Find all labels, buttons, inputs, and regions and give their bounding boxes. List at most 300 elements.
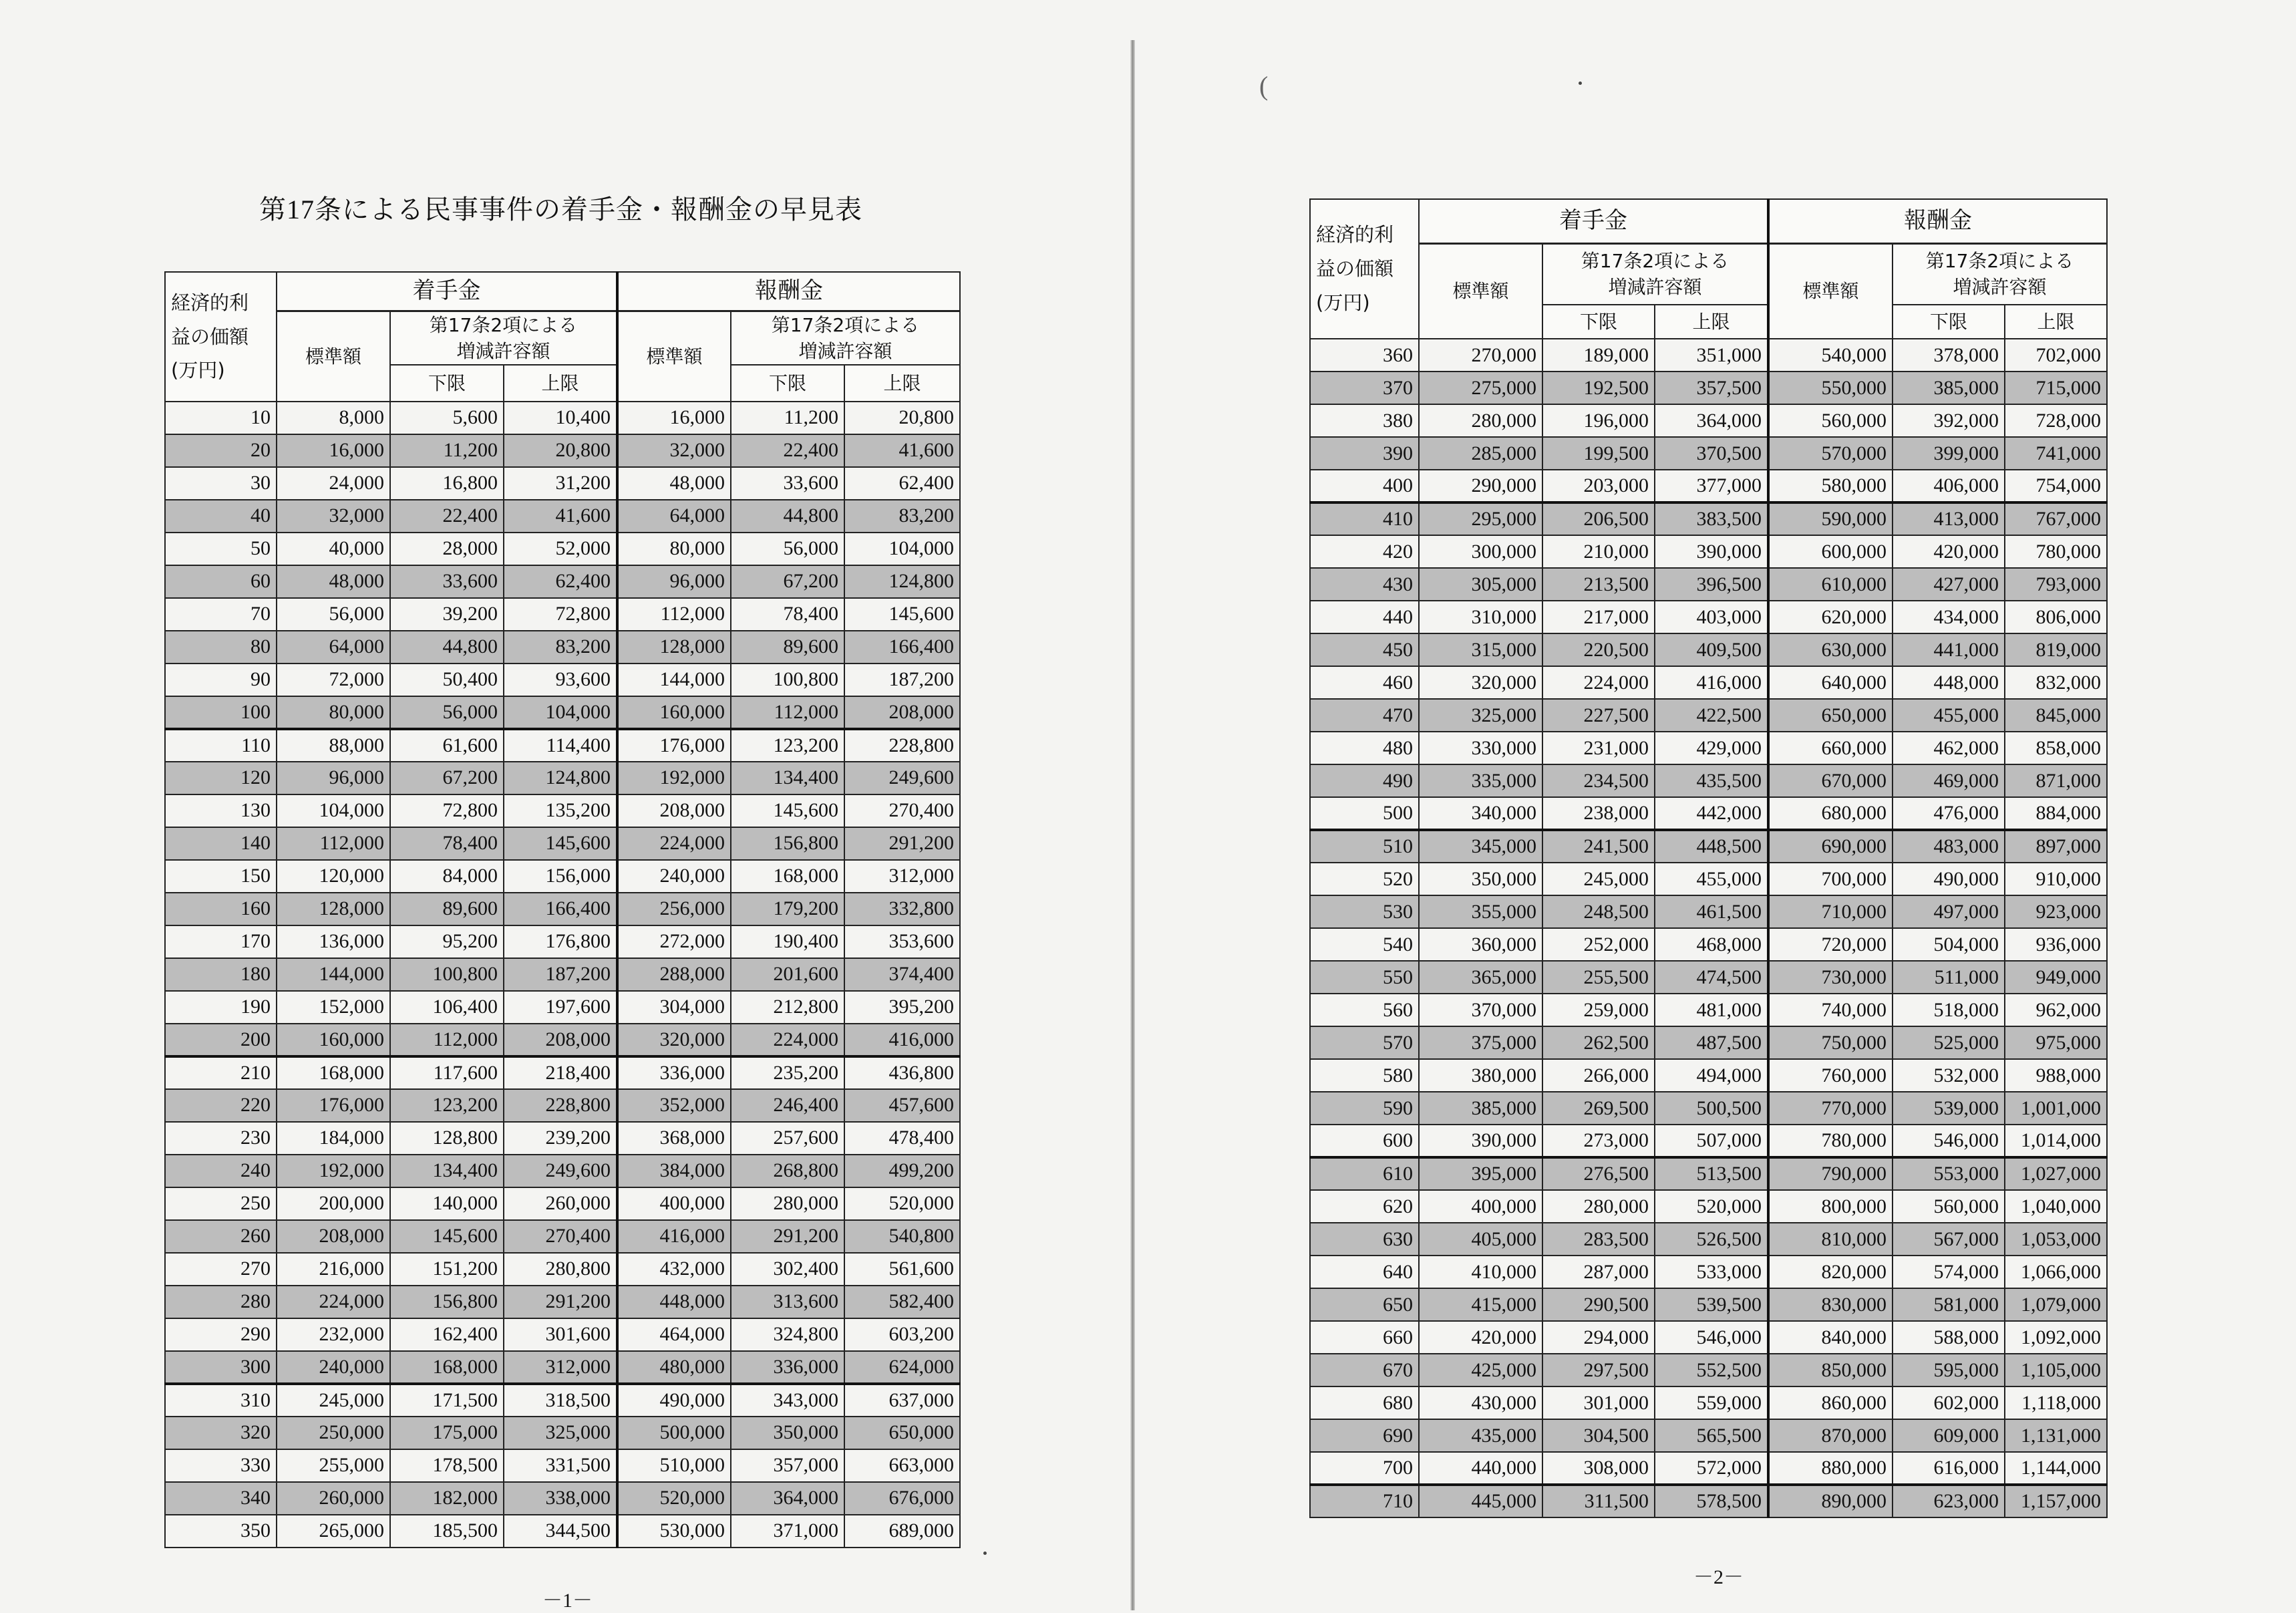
cell-chakushu-lower: 217,000 xyxy=(1542,601,1655,633)
table-row xyxy=(165,729,960,762)
cell-chakushu-standard: 16,000 xyxy=(277,434,390,467)
cell-houshu-upper: 936,000 xyxy=(2005,928,2107,961)
cell-chakushu-lower: 106,400 xyxy=(390,991,504,1024)
cell-chakushu-standard: 435,000 xyxy=(1419,1419,1542,1452)
cell-chakushu-upper: 565,500 xyxy=(1655,1419,1768,1452)
cell-economic-value: 350 xyxy=(165,1515,277,1548)
cell-houshu-upper: 436,800 xyxy=(844,1056,960,1089)
cell-houshu-standard: 112,000 xyxy=(617,598,731,631)
cell-houshu-upper: 478,400 xyxy=(844,1122,960,1155)
cell-chakushu-standard: 24,000 xyxy=(277,467,390,500)
cell-chakushu-standard: 260,000 xyxy=(277,1482,390,1515)
cell-chakushu-lower: 89,600 xyxy=(390,893,504,925)
cell-houshu-upper: 754,000 xyxy=(2005,470,2107,502)
cell-chakushu-standard: 32,000 xyxy=(277,500,390,533)
header-houshu-lower: 下限 xyxy=(1893,305,2005,339)
cell-houshu-upper: 897,000 xyxy=(2005,830,2107,863)
cell-chakushu-lower: 224,000 xyxy=(1542,666,1655,699)
cell-houshu-upper: 728,000 xyxy=(2005,404,2107,437)
cell-chakushu-standard: 345,000 xyxy=(1419,830,1542,863)
cell-economic-value: 290 xyxy=(165,1318,277,1351)
cell-chakushu-standard: 240,000 xyxy=(277,1351,390,1384)
cell-houshu-lower: 302,400 xyxy=(731,1253,844,1286)
cell-economic-value: 90 xyxy=(165,664,277,696)
cell-chakushu-standard: 320,000 xyxy=(1419,666,1542,699)
cell-houshu-standard: 256,000 xyxy=(617,893,731,925)
cell-chakushu-lower: 203,000 xyxy=(1542,470,1655,502)
cell-chakushu-standard: 232,000 xyxy=(277,1318,390,1351)
cell-houshu-upper: 962,000 xyxy=(2005,994,2107,1026)
cell-houshu-upper: 145,600 xyxy=(844,598,960,631)
table-row xyxy=(1310,1125,2107,1157)
cell-economic-value: 200 xyxy=(165,1024,277,1056)
cell-chakushu-upper: 396,500 xyxy=(1655,568,1768,601)
cell-economic-value: 680 xyxy=(1310,1386,1419,1419)
cell-economic-value: 500 xyxy=(1310,797,1419,830)
cell-chakushu-upper: 166,400 xyxy=(504,893,617,925)
cell-houshu-lower: 56,000 xyxy=(731,533,844,565)
cell-economic-value: 560 xyxy=(1310,994,1419,1026)
cell-chakushu-upper: 513,500 xyxy=(1655,1157,1768,1190)
cell-chakushu-standard: 280,000 xyxy=(1419,404,1542,437)
cell-economic-value: 250 xyxy=(165,1187,277,1220)
cell-chakushu-standard: 445,000 xyxy=(1419,1485,1542,1517)
cell-economic-value: 340 xyxy=(165,1482,277,1515)
cell-chakushu-standard: 400,000 xyxy=(1419,1190,1542,1223)
table-row xyxy=(165,1187,960,1220)
cell-houshu-lower: 100,800 xyxy=(731,664,844,696)
cell-chakushu-lower: 16,800 xyxy=(390,467,504,500)
cell-chakushu-lower: 145,600 xyxy=(390,1220,504,1253)
cell-houshu-upper: 871,000 xyxy=(2005,764,2107,797)
table-row xyxy=(165,1384,960,1417)
cell-chakushu-standard: 96,000 xyxy=(277,762,390,794)
scan-dot xyxy=(983,1552,987,1555)
cell-houshu-lower: 324,800 xyxy=(731,1318,844,1351)
cell-houshu-standard: 610,000 xyxy=(1768,568,1893,601)
cell-economic-value: 710 xyxy=(1310,1485,1419,1517)
cell-chakushu-lower: 128,800 xyxy=(390,1122,504,1155)
cell-economic-value: 330 xyxy=(165,1449,277,1482)
cell-chakushu-upper: 52,000 xyxy=(504,533,617,565)
table-row xyxy=(165,1482,960,1515)
cell-houshu-standard: 288,000 xyxy=(617,958,731,991)
cell-chakushu-standard: 176,000 xyxy=(277,1089,390,1122)
cell-chakushu-standard: 152,000 xyxy=(277,991,390,1024)
cell-houshu-upper: 83,200 xyxy=(844,500,960,533)
table-row xyxy=(1310,437,2107,470)
cell-houshu-upper: 1,144,000 xyxy=(2005,1452,2107,1485)
page-title: 第17条による民事事件の着手金・報酬金の早見表 xyxy=(259,194,862,225)
cell-economic-value: 260 xyxy=(165,1220,277,1253)
cell-houshu-lower: 413,000 xyxy=(1893,502,2005,535)
cell-chakushu-upper: 312,000 xyxy=(504,1351,617,1384)
cell-chakushu-lower: 196,000 xyxy=(1542,404,1655,437)
cell-economic-value: 60 xyxy=(165,565,277,598)
cell-chakushu-upper: 325,000 xyxy=(504,1417,617,1449)
cell-houshu-standard: 160,000 xyxy=(617,696,731,729)
cell-chakushu-upper: 208,000 xyxy=(504,1024,617,1056)
cell-houshu-lower: 179,200 xyxy=(731,893,844,925)
header-chakushu-upper: 上限 xyxy=(504,365,617,402)
cell-economic-value: 490 xyxy=(1310,764,1419,797)
cell-economic-value: 610 xyxy=(1310,1157,1419,1190)
cell-houshu-standard: 550,000 xyxy=(1768,372,1893,404)
cell-economic-value: 530 xyxy=(1310,895,1419,928)
cell-houshu-upper: 663,000 xyxy=(844,1449,960,1482)
cell-chakushu-standard: 375,000 xyxy=(1419,1026,1542,1059)
cell-economic-value: 670 xyxy=(1310,1354,1419,1386)
cell-houshu-standard: 368,000 xyxy=(617,1122,731,1155)
cell-economic-value: 390 xyxy=(1310,437,1419,470)
table-row xyxy=(1310,764,2107,797)
cell-houshu-standard: 830,000 xyxy=(1768,1288,1893,1321)
cell-houshu-standard: 500,000 xyxy=(617,1417,731,1449)
cell-houshu-lower: 145,600 xyxy=(731,794,844,827)
cell-chakushu-upper: 559,000 xyxy=(1655,1386,1768,1419)
table-row xyxy=(165,794,960,827)
cell-chakushu-lower: 162,400 xyxy=(390,1318,504,1351)
cell-houshu-upper: 1,053,000 xyxy=(2005,1223,2107,1256)
header-economic-value xyxy=(165,272,277,402)
cell-chakushu-upper: 318,500 xyxy=(504,1384,617,1417)
cell-economic-value: 480 xyxy=(1310,732,1419,764)
cell-houshu-lower: 511,000 xyxy=(1893,961,2005,994)
cell-chakushu-lower: 61,600 xyxy=(390,729,504,762)
cell-houshu-upper: 561,600 xyxy=(844,1253,960,1286)
cell-chakushu-lower: 189,000 xyxy=(1542,339,1655,372)
table-row xyxy=(1310,1026,2107,1059)
cell-chakushu-upper: 357,500 xyxy=(1655,372,1768,404)
cell-chakushu-standard: 56,000 xyxy=(277,598,390,631)
cell-chakushu-upper: 270,400 xyxy=(504,1220,617,1253)
cell-chakushu-upper: 364,000 xyxy=(1655,404,1768,437)
cell-houshu-lower: 134,400 xyxy=(731,762,844,794)
cell-houshu-lower: 420,000 xyxy=(1893,535,2005,568)
cell-chakushu-upper: 260,000 xyxy=(504,1187,617,1220)
cell-chakushu-lower: 252,000 xyxy=(1542,928,1655,961)
table-row xyxy=(165,664,960,696)
table-row xyxy=(165,1024,960,1056)
header-houshu-upper: 上限 xyxy=(2005,305,2107,339)
table-row xyxy=(1310,1059,2107,1092)
cell-chakushu-lower: 117,600 xyxy=(390,1056,504,1089)
table-row xyxy=(1310,1190,2107,1223)
header-houshu-standard: 標準額 xyxy=(1768,243,1893,339)
cell-economic-value: 660 xyxy=(1310,1321,1419,1354)
cell-chakushu-upper: 62,400 xyxy=(504,565,617,598)
cell-chakushu-standard: 300,000 xyxy=(1419,535,1542,568)
cell-chakushu-upper: 135,200 xyxy=(504,794,617,827)
cell-economic-value: 270 xyxy=(165,1253,277,1286)
cell-chakushu-upper: 474,500 xyxy=(1655,961,1768,994)
cell-chakushu-standard: 270,000 xyxy=(1419,339,1542,372)
cell-houshu-standard: 384,000 xyxy=(617,1155,731,1187)
cell-houshu-standard: 530,000 xyxy=(617,1515,731,1548)
cell-chakushu-upper: 377,000 xyxy=(1655,470,1768,502)
cell-houshu-lower: 553,000 xyxy=(1893,1157,2005,1190)
cell-houshu-standard: 710,000 xyxy=(1768,895,1893,928)
cell-economic-value: 50 xyxy=(165,533,277,565)
table-row xyxy=(1310,372,2107,404)
cell-economic-value: 160 xyxy=(165,893,277,925)
cell-chakushu-standard: 335,000 xyxy=(1419,764,1542,797)
cell-chakushu-upper: 533,000 xyxy=(1655,1256,1768,1288)
cell-chakushu-lower: 72,800 xyxy=(390,794,504,827)
table-row xyxy=(1310,895,2107,928)
cell-houshu-upper: 1,014,000 xyxy=(2005,1125,2107,1157)
cell-houshu-lower: 504,000 xyxy=(1893,928,2005,961)
cell-economic-value: 580 xyxy=(1310,1059,1419,1092)
header-houshu-range xyxy=(1893,243,2107,305)
cell-houshu-lower: 112,000 xyxy=(731,696,844,729)
table-row xyxy=(165,1351,960,1384)
cell-houshu-standard: 570,000 xyxy=(1768,437,1893,470)
cell-economic-value: 510 xyxy=(1310,830,1419,863)
cell-houshu-lower: 280,000 xyxy=(731,1187,844,1220)
cell-economic-value: 280 xyxy=(165,1286,277,1318)
cell-chakushu-lower: 308,000 xyxy=(1542,1452,1655,1485)
cell-houshu-lower: 371,000 xyxy=(731,1515,844,1548)
cell-chakushu-upper: 409,500 xyxy=(1655,633,1768,666)
cell-houshu-lower: 546,000 xyxy=(1893,1125,2005,1157)
header-range-line1: 第17条2項による xyxy=(429,313,578,336)
table-row xyxy=(165,434,960,467)
cell-economic-value: 520 xyxy=(1310,863,1419,895)
cell-economic-value: 440 xyxy=(1310,601,1419,633)
cell-chakushu-standard: 80,000 xyxy=(277,696,390,729)
cell-chakushu-lower: 28,000 xyxy=(390,533,504,565)
cell-chakushu-standard: 128,000 xyxy=(277,893,390,925)
cell-economic-value: 570 xyxy=(1310,1026,1419,1059)
cell-houshu-lower: 22,400 xyxy=(731,434,844,467)
cell-chakushu-lower: 168,000 xyxy=(390,1351,504,1384)
cell-chakushu-lower: 199,500 xyxy=(1542,437,1655,470)
cell-houshu-upper: 374,400 xyxy=(844,958,960,991)
table-row xyxy=(165,598,960,631)
cell-houshu-standard: 820,000 xyxy=(1768,1256,1893,1288)
cell-economic-value: 700 xyxy=(1310,1452,1419,1485)
table-row xyxy=(165,991,960,1024)
cell-chakushu-lower: 134,400 xyxy=(390,1155,504,1187)
cell-chakushu-lower: 273,000 xyxy=(1542,1125,1655,1157)
cell-chakushu-upper: 390,000 xyxy=(1655,535,1768,568)
cell-chakushu-upper: 552,500 xyxy=(1655,1354,1768,1386)
table-row xyxy=(165,1089,960,1122)
header-chakushu-range xyxy=(1542,243,1768,305)
cell-chakushu-standard: 104,000 xyxy=(277,794,390,827)
cell-chakushu-lower: 238,000 xyxy=(1542,797,1655,830)
cell-houshu-lower: 11,200 xyxy=(731,402,844,434)
cell-houshu-standard: 840,000 xyxy=(1768,1321,1893,1354)
header-range-line2: 増減許容額 xyxy=(1608,276,1702,299)
cell-houshu-upper: 1,079,000 xyxy=(2005,1288,2107,1321)
cell-chakushu-lower: 5,600 xyxy=(390,402,504,434)
table-row xyxy=(1310,1256,2107,1288)
cell-chakushu-upper: 72,800 xyxy=(504,598,617,631)
header-key-line3: (万円) xyxy=(1316,291,1370,314)
table-row xyxy=(1310,1485,2107,1517)
cell-economic-value: 110 xyxy=(165,729,277,762)
cell-economic-value: 370 xyxy=(1310,372,1419,404)
cell-houshu-standard: 192,000 xyxy=(617,762,731,794)
cell-houshu-standard: 740,000 xyxy=(1768,994,1893,1026)
cell-houshu-standard: 320,000 xyxy=(617,1024,731,1056)
cell-houshu-lower: 89,600 xyxy=(731,631,844,664)
cell-chakushu-upper: 442,000 xyxy=(1655,797,1768,830)
cell-houshu-upper: 741,000 xyxy=(2005,437,2107,470)
cell-chakushu-upper: 20,800 xyxy=(504,434,617,467)
header-houshu: 報酬金 xyxy=(1768,199,2107,243)
cell-houshu-lower: 567,000 xyxy=(1893,1223,2005,1256)
cell-chakushu-lower: 95,200 xyxy=(390,925,504,958)
cell-chakushu-upper: 422,500 xyxy=(1655,699,1768,732)
cell-houshu-lower: 268,800 xyxy=(731,1155,844,1187)
cell-houshu-upper: 715,000 xyxy=(2005,372,2107,404)
cell-chakushu-standard: 224,000 xyxy=(277,1286,390,1318)
cell-economic-value: 220 xyxy=(165,1089,277,1122)
cell-chakushu-lower: 231,000 xyxy=(1542,732,1655,764)
cell-chakushu-standard: 365,000 xyxy=(1419,961,1542,994)
table-row xyxy=(165,500,960,533)
cell-economic-value: 620 xyxy=(1310,1190,1419,1223)
cell-houshu-standard: 690,000 xyxy=(1768,830,1893,863)
cell-houshu-upper: 650,000 xyxy=(844,1417,960,1449)
cell-chakushu-standard: 72,000 xyxy=(277,664,390,696)
cell-economic-value: 690 xyxy=(1310,1419,1419,1452)
cell-houshu-lower: 257,600 xyxy=(731,1122,844,1155)
cell-houshu-standard: 600,000 xyxy=(1768,535,1893,568)
cell-chakushu-lower: 206,500 xyxy=(1542,502,1655,535)
cell-houshu-lower: 574,000 xyxy=(1893,1256,2005,1288)
cell-chakushu-standard: 120,000 xyxy=(277,860,390,893)
cell-chakushu-standard: 112,000 xyxy=(277,827,390,860)
cell-houshu-upper: 312,000 xyxy=(844,860,960,893)
cell-houshu-standard: 48,000 xyxy=(617,467,731,500)
header-houshu-lower: 下限 xyxy=(731,365,844,402)
cell-economic-value: 210 xyxy=(165,1056,277,1089)
table-row xyxy=(165,1449,960,1482)
table-row xyxy=(165,696,960,729)
table-row xyxy=(165,1286,960,1318)
cell-chakushu-lower: 269,500 xyxy=(1542,1092,1655,1125)
cell-chakushu-lower: 11,200 xyxy=(390,434,504,467)
cell-chakushu-upper: 114,400 xyxy=(504,729,617,762)
cell-houshu-upper: 819,000 xyxy=(2005,633,2107,666)
cell-chakushu-lower: 182,000 xyxy=(390,1482,504,1515)
cell-chakushu-standard: 310,000 xyxy=(1419,601,1542,633)
cell-chakushu-lower: 255,500 xyxy=(1542,961,1655,994)
cell-houshu-lower: 623,000 xyxy=(1893,1485,2005,1517)
cell-houshu-standard: 630,000 xyxy=(1768,633,1893,666)
cell-houshu-lower: 476,000 xyxy=(1893,797,2005,830)
cell-houshu-lower: 595,000 xyxy=(1893,1354,2005,1386)
cell-chakushu-upper: 41,600 xyxy=(504,500,617,533)
cell-chakushu-upper: 176,800 xyxy=(504,925,617,958)
cell-houshu-standard: 128,000 xyxy=(617,631,731,664)
cell-chakushu-upper: 228,800 xyxy=(504,1089,617,1122)
cell-houshu-standard: 272,000 xyxy=(617,925,731,958)
cell-chakushu-lower: 39,200 xyxy=(390,598,504,631)
cell-chakushu-lower: 156,800 xyxy=(390,1286,504,1318)
cell-houshu-lower: 532,000 xyxy=(1893,1059,2005,1092)
cell-chakushu-upper: 494,000 xyxy=(1655,1059,1768,1092)
cell-houshu-upper: 676,000 xyxy=(844,1482,960,1515)
cell-chakushu-upper: 435,500 xyxy=(1655,764,1768,797)
cell-houshu-standard: 352,000 xyxy=(617,1089,731,1122)
cell-houshu-upper: 689,000 xyxy=(844,1515,960,1548)
cell-chakushu-lower: 241,500 xyxy=(1542,830,1655,863)
cell-economic-value: 540 xyxy=(1310,928,1419,961)
cell-houshu-upper: 104,000 xyxy=(844,533,960,565)
cell-houshu-lower: 364,000 xyxy=(731,1482,844,1515)
cell-economic-value: 120 xyxy=(165,762,277,794)
table-row xyxy=(165,925,960,958)
cell-chakushu-lower: 304,500 xyxy=(1542,1419,1655,1452)
cell-chakushu-standard: 265,000 xyxy=(277,1515,390,1548)
cell-chakushu-upper: 301,600 xyxy=(504,1318,617,1351)
header-chakushu-standard: 標準額 xyxy=(277,311,390,402)
cell-houshu-standard: 510,000 xyxy=(617,1449,731,1482)
table-row xyxy=(1310,568,2107,601)
cell-chakushu-standard: 425,000 xyxy=(1419,1354,1542,1386)
cell-chakushu-standard: 340,000 xyxy=(1419,797,1542,830)
table-row xyxy=(165,467,960,500)
cell-chakushu-standard: 144,000 xyxy=(277,958,390,991)
cell-houshu-standard: 780,000 xyxy=(1768,1125,1893,1157)
header-range-line2: 増減許容額 xyxy=(1953,276,2047,299)
cell-chakushu-upper: 546,000 xyxy=(1655,1321,1768,1354)
scan-dot xyxy=(1579,82,1582,85)
cell-chakushu-standard: 350,000 xyxy=(1419,863,1542,895)
table-row xyxy=(1310,863,2107,895)
cell-economic-value: 400 xyxy=(1310,470,1419,502)
cell-chakushu-upper: 218,400 xyxy=(504,1056,617,1089)
cell-houshu-standard: 224,000 xyxy=(617,827,731,860)
cell-houshu-upper: 1,118,000 xyxy=(2005,1386,2107,1419)
cell-houshu-lower: 448,000 xyxy=(1893,666,2005,699)
table-row xyxy=(1310,1321,2107,1354)
cell-houshu-lower: 190,400 xyxy=(731,925,844,958)
table-row xyxy=(165,533,960,565)
cell-chakushu-standard: 8,000 xyxy=(277,402,390,434)
header-range-line2: 増減許容額 xyxy=(456,339,550,362)
cell-houshu-lower: 67,200 xyxy=(731,565,844,598)
cell-chakushu-standard: 385,000 xyxy=(1419,1092,1542,1125)
cell-economic-value: 550 xyxy=(1310,961,1419,994)
cell-houshu-standard: 750,000 xyxy=(1768,1026,1893,1059)
cell-chakushu-standard: 325,000 xyxy=(1419,699,1542,732)
cell-chakushu-standard: 410,000 xyxy=(1419,1256,1542,1288)
cell-houshu-lower: 123,200 xyxy=(731,729,844,762)
cell-chakushu-upper: 280,800 xyxy=(504,1253,617,1286)
cell-chakushu-standard: 192,000 xyxy=(277,1155,390,1187)
cell-chakushu-lower: 171,500 xyxy=(390,1384,504,1417)
cell-houshu-standard: 870,000 xyxy=(1768,1419,1893,1452)
header-range-line1: 第17条2項による xyxy=(1925,250,2074,273)
header-key-line1: 経済的利 xyxy=(171,291,249,314)
cell-chakushu-standard: 430,000 xyxy=(1419,1386,1542,1419)
cell-houshu-upper: 1,001,000 xyxy=(2005,1092,2107,1125)
cell-chakushu-standard: 48,000 xyxy=(277,565,390,598)
cell-chakushu-upper: 145,600 xyxy=(504,827,617,860)
cell-chakushu-lower: 210,000 xyxy=(1542,535,1655,568)
header-chakushu-standard: 標準額 xyxy=(1419,243,1542,339)
table-row xyxy=(1310,535,2107,568)
cell-houshu-lower: 455,000 xyxy=(1893,699,2005,732)
table-row xyxy=(1310,961,2107,994)
table-row xyxy=(165,1220,960,1253)
